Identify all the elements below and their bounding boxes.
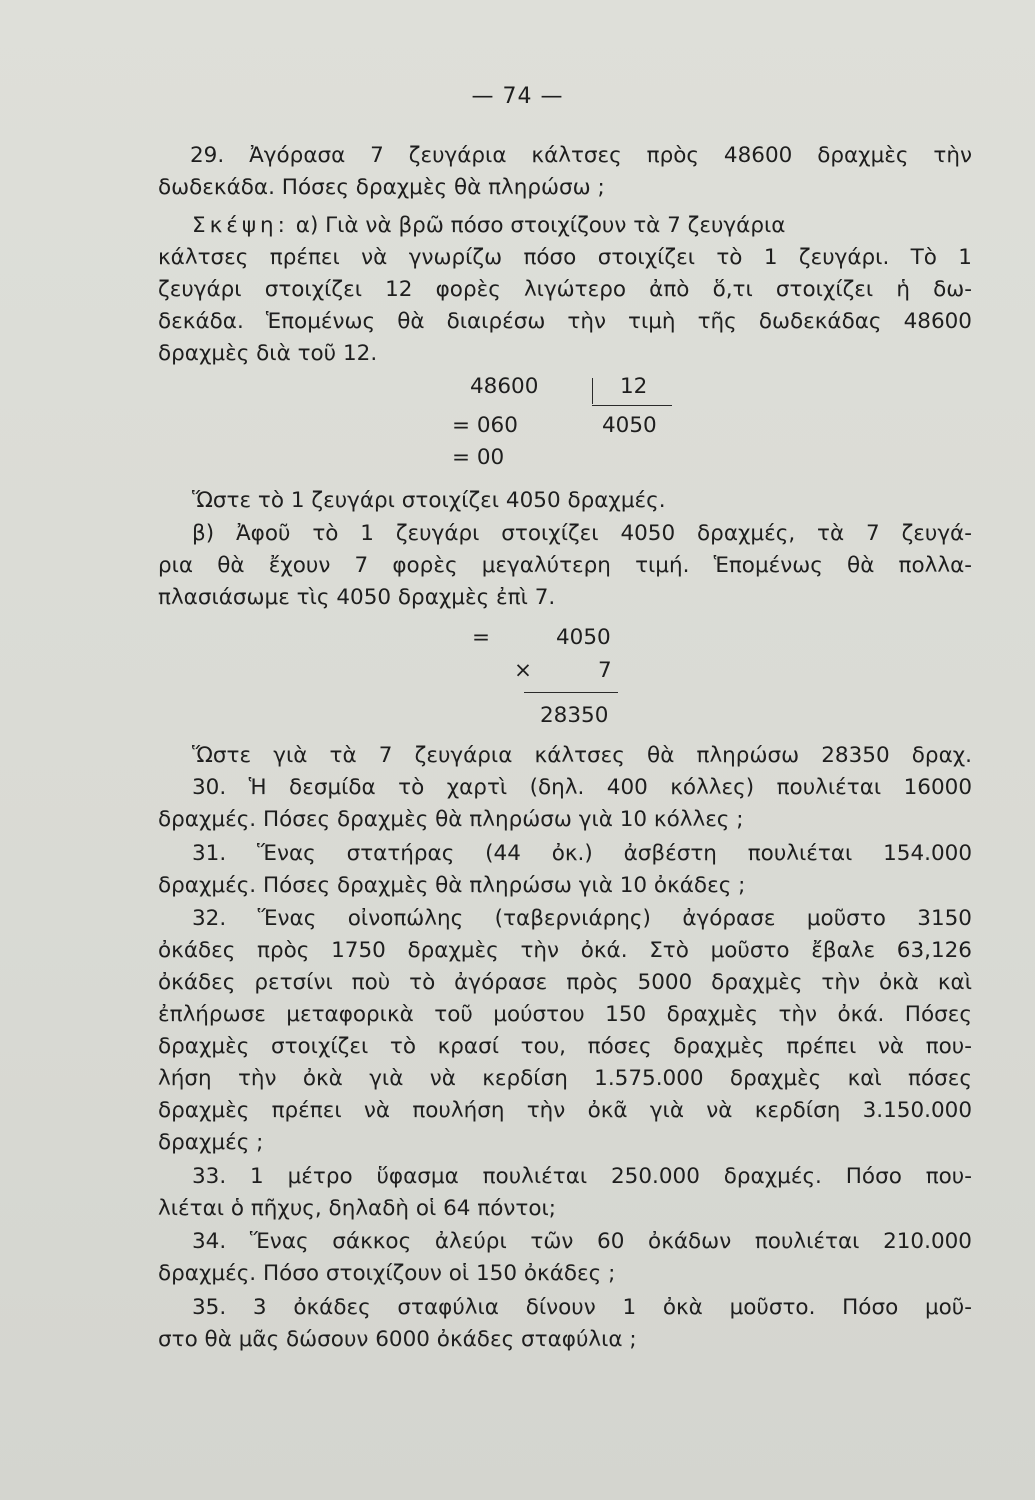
problem-35-line-1: 35. 3 ὀκάδες σταφύλια δίνουν 1 ὀκὰ μοῦστο. Πόσο μοῦ- [192,1295,972,1320]
division-bar-vertical [592,378,593,404]
problem-32-line-8: δραχμές ; [158,1130,264,1155]
problem-35-line-2: στο θὰ μᾶς δώσουν 6000 ὀκάδες σταφύλια ; [158,1327,637,1352]
division-bar-horizontal [592,405,672,406]
problem-32-line-6: λήση τὴν ὀκὰ γιὰ νὰ κερδίση 1.575.000 δραχμὲς καὶ πόσες [158,1066,972,1091]
result-b: Ὥστε γιὰ τὰ 7 ζευγάρια κάλτσες θὰ πληρώσω 28350 δραχ. [192,743,972,768]
thought-a-line-5: δραχμὲς διὰ τοῦ 12. [158,341,378,366]
problem-32-line-5: δραχμὲς στοιχίζει τὸ κρασί του, πόσες δραχμὲς πρέπει νὰ που- [158,1034,972,1059]
thought-label: Σκέψη: [192,213,289,238]
thought-a-line-3: ζευγάρι στοιχίζει 12 φορὲς λιγώτερο ἀπὸ ὅ,τι στοιχίζει ἡ δω- [158,277,972,302]
thought-b-line-2: ρια θὰ ἔχουν 7 φορὲς μεγαλύτερη τιμή. Ἑπομένως θὰ πολλα- [158,553,972,578]
divisor: 12 [620,374,648,399]
problem-32-line-7: δραχμὲς πρέπει νὰ πουλήση τὴν ὀκᾶ γιὰ νὰ κερδίση 3.150.000 [158,1098,972,1123]
problem-32-line-1: 32. Ἕνας οἰνοπώλης (ταβερνιάρης) ἀγόρασε μοῦστο 3150 [192,906,972,931]
problem-32-line-2: ὀκάδες πρὸς 1750 δραχμὲς τὴν ὀκά. Στὸ μοῦστο ἔβαλε 63,126 [158,938,972,963]
multiplier: 7 [598,658,612,683]
problem-31-line-1: 31. Ἕνας στατήρας (44 ὀκ.) ἀσβέστη πουλιέται 154.000 [192,841,972,866]
problem-32-line-4: ἐπλήρωσε μεταφορικὰ τοῦ μούστου 150 δραχμὲς τὴν ὀκά. Πόσες [158,1002,972,1027]
problem-30-line-1: 30. Ἡ δεσμίδα τὸ χαρτὶ (δηλ. 400 κόλλες) πουλιέται 16000 [192,775,972,800]
problem-29-line-2: δωδεκάδα. Πόσες δραχμὲς θὰ πληρώσω ; [158,175,605,200]
problem-29-line-1: 29. Ἀγόρασα 7 ζευγάρια κάλτσες πρὸς 48600 δραχμὲς τὴν [190,143,972,168]
dividend: 48600 [470,374,539,399]
thought-b-line-3: πλασιάσωμε τὶς 4050 δραχμὲς ἐπὶ 7. [158,585,556,610]
multiplicand: 4050 [556,625,611,650]
multiplication-rule [524,692,618,693]
thought-a-line-4: δεκάδα. Ἑπομένως θὰ διαιρέσω τὴν τιμὴ τῆς δωδεκάδας 48600 [158,309,972,334]
problem-30-line-2: δραχμές. Πόσες δραχμὲς θὰ πληρώσω γιὰ 10 κόλλες ; [158,807,744,832]
thought-a-text: α) Γιὰ νὰ βρῶ πόσο στοιχίζουν τὰ 7 ζευγάρια [295,213,786,238]
division-step-1: = 060 [452,413,518,438]
problem-33-line-2: λιέται ὁ πῆχυς, δηλαδὴ οἱ 64 πόντοι; [158,1196,557,1221]
problem-33-line-1: 33. 1 μέτρο ὕφασμα πουλιέται 250.000 δραχμές. Πόσο που- [192,1164,972,1189]
thought-b-line-1: β) Ἀφοῦ τὸ 1 ζευγάρι στοιχίζει 4050 δραχμές, τὰ 7 ζευγά- [192,521,972,546]
problem-32-line-3: ὀκάδες ρετσίνι ποὺ τὸ ἀγόρασε πρὸς 5000 δραχμὲς τὴν ὀκὰ καὶ [158,970,972,995]
result-a: Ὥστε τὸ 1 ζευγάρι στοιχίζει 4050 δραχμές. [192,488,666,513]
division-step-2: = 00 [452,445,505,470]
page-number: — 74 — [471,84,564,109]
multiplication-equals: = [472,625,491,650]
times-sign: × [514,658,533,683]
product: 28350 [540,703,609,728]
problem-31-line-2: δραχμές. Πόσες δραχμὲς θὰ πληρώσω γιὰ 10 ὀκάδες ; [158,873,746,898]
problem-34-line-2: δραχμές. Πόσο στοιχίζουν οἱ 150 ὀκάδες ; [158,1261,616,1286]
quotient: 4050 [602,413,657,438]
thought-a-line-2: κάλτσες πρέπει νὰ γνωρίζω πόσο στοιχίζει τὸ 1 ζευγάρι. Τὸ 1 [158,245,972,270]
problem-34-line-1: 34. Ἕνας σάκκος ἀλεύρι τῶν 60 ὀκάδων πουλιέται 210.000 [192,1229,972,1254]
thought-a-line-1 [192,210,972,242]
